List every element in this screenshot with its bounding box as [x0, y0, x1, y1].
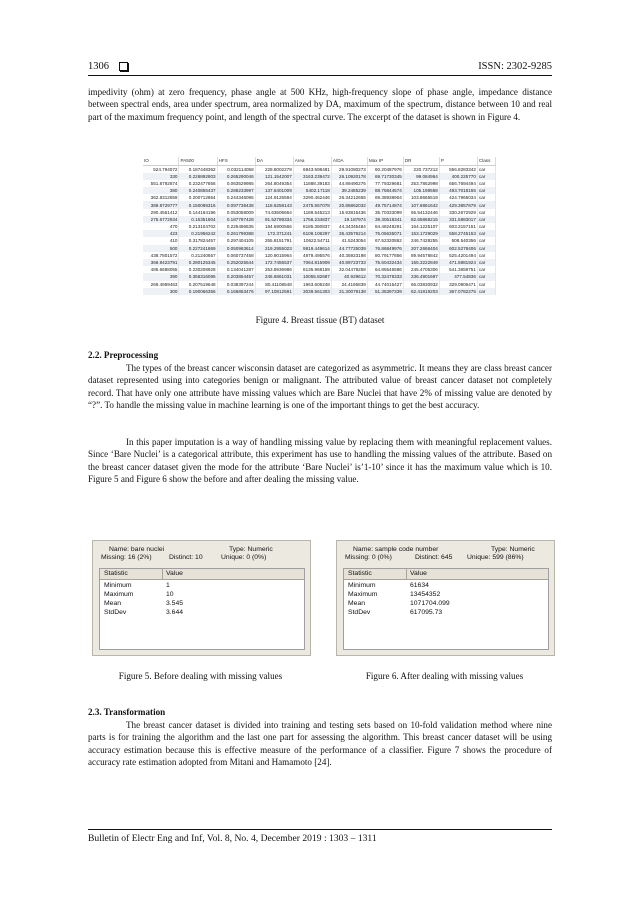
table-row — [143, 259, 496, 266]
table-cell: 0.032114058 — [217, 165, 255, 173]
statistic-value: 617095.73 — [410, 609, 443, 616]
column-header: Max IP — [367, 157, 403, 165]
table-cell: 3039.561303 — [293, 288, 331, 295]
table-cell: 164.1225107 — [403, 223, 439, 230]
table-cell: 558.2745153 — [439, 230, 477, 237]
figure5-attribute-panel — [92, 540, 311, 656]
attr-name: Name: sample code number — [353, 546, 439, 553]
table-cell: 0.150098316 — [179, 201, 217, 208]
table-cell: 64.85546586 — [367, 266, 403, 273]
table-cell: 70.32478333 — [367, 273, 403, 280]
table-cell: car — [477, 187, 495, 194]
table-cell: 155.3222849 — [403, 259, 439, 266]
table-cell: car — [477, 237, 495, 244]
attr-missing: Missing: 0 (0%) — [345, 554, 392, 561]
table-cell: 0.190066356 — [179, 288, 217, 295]
table-cell: 1189.545213 — [293, 209, 331, 216]
statistic-row — [100, 581, 304, 590]
table-cell: 0.21956242 — [179, 230, 217, 237]
table-cell: 246.7428255 — [403, 237, 439, 244]
table-cell: 9819.449614 — [293, 245, 331, 252]
table-cell: 40.35923198 — [331, 252, 367, 259]
table-cell: 0.187797428 — [217, 216, 255, 223]
table-cell: 0.166853476 — [217, 288, 255, 295]
table-cell: 551.8792874 — [143, 180, 179, 187]
figure6-attribute-panel — [336, 540, 555, 656]
statistic-row — [344, 581, 548, 590]
table-cell: car — [477, 201, 495, 208]
table-cell: 656.7694494 — [439, 180, 477, 187]
table-cell: 103.8665519 — [403, 194, 439, 201]
table-cell: 245.6861031 — [255, 273, 293, 280]
table-cell: 330 — [143, 173, 179, 180]
table-body — [143, 165, 496, 295]
table-cell: 0.097738438 — [217, 201, 255, 208]
statistic-row — [100, 608, 304, 617]
table-cell: 0.134041287 — [217, 266, 255, 273]
table-cell: car — [477, 245, 495, 252]
table-cell: 39.30518341 — [367, 216, 403, 223]
table-row — [143, 252, 496, 259]
table-cell: 423 — [143, 230, 179, 237]
table-cell: 0.15351804 — [179, 216, 217, 223]
table-cell: 0.230208928 — [179, 266, 217, 273]
statistic-label: Maximum — [348, 591, 378, 598]
table-cell: 24.4195839 — [331, 281, 367, 288]
table-cell: 84.48248291 — [367, 223, 403, 230]
table-cell: 220.737212 — [403, 165, 439, 173]
table-cell: 69.38938904 — [367, 194, 403, 201]
table-row — [143, 201, 496, 208]
table-cell: car — [477, 230, 495, 237]
section-2-3-paragraph: The breast cancer dataset is divided into training and testing sets based on 10-fold validation method where nine parts is for training the algorithm and the last one part for assessing the algorithm. This breast cancer dataset will be using accuracy estimation because this is effective measure of the performance of a classifier. Figure 7 shows the procedure of accuracy rate estimation adopted from Mitani and Hamamoto [24]. — [88, 720, 552, 768]
table-row — [143, 187, 496, 194]
statistic-value: 1 — [166, 582, 170, 589]
statistic-row — [344, 608, 548, 617]
attr-type: Type: Numeric — [229, 546, 273, 553]
table-cell: 66.03830932 — [403, 281, 439, 288]
table-cell: 470 — [143, 223, 179, 230]
table-row — [143, 266, 496, 273]
statistic-value: 3.545 — [166, 600, 184, 607]
table-cell: 362.8312659 — [143, 194, 179, 201]
table-cell: 51.35397339 — [367, 288, 403, 295]
table-cell: 300 — [143, 288, 179, 295]
statistic-value: 61634 — [410, 582, 429, 589]
column-header: A/DA — [331, 157, 367, 165]
table-cell: 0.187448362 — [179, 165, 217, 173]
table-cell: 0.261799388 — [217, 230, 255, 237]
table-cell: 493.7018155 — [439, 187, 477, 194]
dataset-table — [143, 157, 496, 295]
table-cell: 556.8283342 — [439, 165, 477, 173]
table-cell: 269.4959463 — [143, 281, 179, 288]
table-cell: 0.232477856 — [179, 180, 217, 187]
statistic-row — [100, 590, 304, 599]
table-cell: 80.79177856 — [367, 252, 403, 259]
table-cell: car — [477, 216, 495, 223]
section-2-2-paragraph-2: In this paper imputation is a way of handling missing value by replacing them with meaningful replacement values. Since ‘Bare Nuclei’ is a categorical attribute, this experiment has use to handling the missing values of the attribute. Based on the breast cancer dataset given the mode for the attribute ‘Bare Nuclei’ is’1-10’ since it has the maximum value which is 10. Figure 5 and Figure 6 show the before and after dealing the missing value. — [88, 437, 552, 485]
table-cell: 105.198568 — [403, 187, 439, 194]
table-cell: 121.1542007 — [255, 173, 293, 180]
table-cell: 44.34345484 — [331, 223, 367, 230]
table-cell: 6108.106297 — [293, 230, 331, 237]
table-cell: 219.2955023 — [255, 245, 293, 252]
statistic-label: Mean — [104, 600, 122, 607]
footer-divider — [88, 829, 552, 830]
table-cell: car — [477, 223, 495, 230]
table-cell: 500 — [143, 245, 179, 252]
table-cell: 245.4705306 — [403, 266, 439, 273]
table-cell: 172.7455537 — [255, 259, 293, 266]
attr-stats-row — [101, 553, 302, 562]
table-cell: 6843.598481 — [293, 165, 331, 173]
table-cell: 367.0782275 — [439, 288, 477, 295]
table-cell: 19.187974 — [331, 216, 367, 223]
column-header: P — [439, 157, 477, 165]
table-header-row — [143, 157, 496, 165]
column-header: HFS — [217, 157, 255, 165]
table-cell: 0.280125345 — [179, 259, 217, 266]
attr-distinct: Distinct: 10 — [169, 554, 203, 561]
table-cell: 75.60432434 — [367, 259, 403, 266]
column-header: DA — [255, 157, 293, 165]
table-cell: 31.30079138 — [331, 288, 367, 295]
figure4-caption: Figure 4. Breast tissue (BT) dataset — [255, 315, 385, 325]
statistic-label: StdDev — [348, 609, 371, 616]
table-cell: 44.74015427 — [367, 281, 403, 288]
table-cell: 0.244346095 — [217, 194, 255, 201]
table-cell: 389.8729777 — [143, 201, 179, 208]
table-cell: 89.94578842 — [403, 252, 439, 259]
col-statistic: Statistic — [104, 570, 128, 577]
figure4-dataset-table — [143, 157, 496, 297]
col-value: Value — [166, 570, 183, 577]
header-left — [88, 61, 128, 72]
table-cell: 153.1729029 — [403, 230, 439, 237]
table-cell: 236.4901697 — [403, 273, 439, 280]
figure5-caption: Figure 5. Before dealing with missing values — [118, 671, 283, 681]
table-cell: 91.52789334 — [255, 216, 293, 223]
column-header: Area — [293, 157, 331, 165]
table-cell: 290.4551412 — [143, 209, 179, 216]
table-cell: 0.317824457 — [179, 237, 217, 244]
page-number: 1306 — [88, 61, 109, 72]
table-row — [143, 281, 496, 288]
table-cell: 99.084964 — [403, 173, 439, 180]
intro-paragraph: impedivity (ohm) at zero frequency, phase angle at 500 KHz, high-frequency slope of phase angle, impedance distance between spectral ends, area under spectrum, area normalized by DA, maximum of the spectrum, distance between 10 and real part of the maximum frequency point, and length of the spectral curve. The excerpt of the dataset is shown in Figure 4. — [88, 87, 552, 122]
table-cell: 0.265290046 — [217, 173, 255, 180]
table-cell: 330.2672929 — [439, 209, 477, 216]
table-cell: 44.89490276 — [331, 180, 367, 187]
table-cell: 2475.557078 — [293, 201, 331, 208]
column-separator — [406, 569, 407, 579]
table-cell: 35.70333099 — [367, 209, 403, 216]
table-cell: 39.2485239 — [331, 187, 367, 194]
table-row — [143, 230, 496, 237]
table-cell: 75.05635071 — [367, 230, 403, 237]
table-cell: 525.4201494 — [439, 252, 477, 259]
table-cell: 8185.360837 — [293, 223, 331, 230]
table-cell: 65.54132446 — [403, 209, 439, 216]
section-2-2-heading: 2.2. Preprocessing — [88, 350, 159, 360]
table-cell: 35.43576214 — [331, 230, 367, 237]
table-cell: 0.286233997 — [217, 187, 255, 194]
statistic-value: 1071704.099 — [410, 600, 450, 607]
section-2-3-heading: 2.3. Transformation — [88, 707, 166, 717]
col-statistic: Statistic — [348, 570, 372, 577]
table-cell: 264.8049354 — [255, 180, 293, 187]
table-cell: 410 — [143, 237, 179, 244]
statistic-value: 13454352 — [410, 591, 441, 598]
statistics-header — [344, 569, 548, 580]
table-cell: 29.91080273 — [331, 165, 367, 173]
table-cell: 471.5881924 — [439, 259, 477, 266]
table-cell: 184.5900566 — [255, 223, 293, 230]
table-cell: 1963.605248 — [293, 281, 331, 288]
attr-unique: Unique: 0 (0%) — [221, 554, 267, 561]
statistic-value: 10 — [166, 591, 174, 598]
table-cell: 0.213104702 — [179, 223, 217, 230]
table-cell: 366.9423791 — [143, 259, 179, 266]
table-cell: car — [477, 281, 495, 288]
table-cell: 390 — [143, 273, 179, 280]
table-cell: 0.207519648 — [179, 281, 217, 288]
column-separator — [162, 569, 163, 579]
table-row — [143, 273, 496, 280]
table-cell: 0.144164196 — [179, 209, 217, 216]
table-cell: 0.21240657 — [179, 252, 217, 259]
statistic-label: Minimum — [104, 582, 132, 589]
table-cell: 137.6401009 — [255, 187, 293, 194]
table-row — [143, 165, 496, 173]
attr-name: Name: bare nuclei — [109, 546, 165, 553]
checkbox-icon — [119, 62, 128, 71]
table-cell: 0.240855437 — [179, 187, 217, 194]
table-cell: 88.75844574 — [367, 187, 403, 194]
table-cell: 20.86862032 — [331, 201, 367, 208]
table-cell: 0.227241869 — [179, 245, 217, 252]
table-row — [143, 180, 496, 187]
table-row — [143, 223, 496, 230]
table-cell: 26.10920178 — [331, 173, 367, 180]
table-cell: 60.20487976 — [367, 165, 403, 173]
table-cell: 124.9125594 — [255, 194, 293, 201]
table-cell: 0.252025544 — [217, 259, 255, 266]
table-cell: 172.371241 — [255, 230, 293, 237]
table-cell: 82.65868215 — [403, 216, 439, 223]
table-row — [143, 288, 496, 295]
table-cell: 429.3857879 — [439, 201, 477, 208]
column-header: DR — [403, 157, 439, 165]
table-cell: car — [477, 173, 495, 180]
column-header: IO — [143, 157, 179, 165]
table-cell: 32.04478258 — [331, 266, 367, 273]
table-cell: 0.050963614 — [217, 245, 255, 252]
table-cell: 3290.462446 — [293, 194, 331, 201]
table-cell: 97.10812591 — [255, 288, 293, 295]
table-cell: 485.6688055 — [143, 266, 179, 273]
statistic-row — [344, 590, 548, 599]
table-cell: 0.038397244 — [217, 281, 255, 288]
table-row — [143, 216, 496, 223]
table-cell: 541.3659751 — [439, 266, 477, 273]
table-row — [143, 194, 496, 201]
attr-distinct: Distinct: 645 — [415, 554, 453, 561]
table-cell: 8135.968159 — [293, 266, 331, 273]
attr-unique: Unique: 599 (86%) — [467, 554, 524, 561]
table-cell: 10055.82687 — [293, 273, 331, 280]
header-divider — [88, 75, 552, 76]
table-row — [143, 209, 496, 216]
table-cell: 253.8936986 — [255, 266, 293, 273]
statistics-header — [100, 569, 304, 580]
col-value: Value — [410, 570, 427, 577]
table-cell: 74.63506664 — [255, 209, 293, 216]
footer-citation: Bulletin of Electr Eng and Inf, Vol. 8, No. 4, December 2019 : 1303 – 1311 — [88, 833, 377, 844]
table-cell: 80.41108548 — [255, 281, 293, 288]
statistic-label: Minimum — [348, 582, 376, 589]
table-cell: 49.75714874 — [367, 201, 403, 208]
table-cell: 118.6258143 — [255, 201, 293, 208]
table-cell: 1756.234837 — [293, 216, 331, 223]
attr-type: Type: Numeric — [491, 546, 535, 553]
table-cell: car — [477, 165, 495, 173]
statistic-label: StdDev — [104, 609, 127, 616]
table-cell: 120.9015964 — [255, 252, 293, 259]
statistic-row — [100, 599, 304, 608]
table-cell: 15.93815436 — [331, 209, 367, 216]
table-cell: 400.225770 — [439, 173, 477, 180]
table-cell: 0.356316095 — [179, 273, 217, 280]
table-cell: car — [477, 273, 495, 280]
table-cell: 380 — [143, 187, 179, 194]
table-cell: 7064.815909 — [293, 259, 331, 266]
table-cell: 255.8151791 — [255, 237, 293, 244]
table-cell: 67.52320862 — [367, 237, 403, 244]
table-cell: 524.794072 — [143, 165, 179, 173]
table-cell: 424.7965034 — [439, 194, 477, 201]
table-cell: 0.063529985 — [217, 180, 255, 187]
table-cell: car — [477, 180, 495, 187]
column-header: Class — [477, 157, 495, 165]
statistics-table — [99, 568, 305, 650]
table-cell: 11888.39183 — [293, 180, 331, 187]
statistic-row — [344, 599, 548, 608]
table-row — [143, 173, 496, 180]
table-cell: 438.7801572 — [143, 252, 179, 259]
attr-missing: Missing: 16 (2%) — [101, 554, 152, 561]
table-cell: 207.2666404 — [403, 245, 439, 252]
table-cell: 0.297404105 — [217, 237, 255, 244]
table-cell: 508.540356 — [439, 237, 477, 244]
table-cell: 329.0906471 — [439, 281, 477, 288]
running-header — [88, 56, 552, 72]
table-cell: car — [477, 252, 495, 259]
table-cell: car — [477, 209, 495, 216]
table-cell: 0.060737458 — [217, 252, 255, 259]
table-cell: 40.89723733 — [331, 259, 367, 266]
table-cell: car — [477, 266, 495, 273]
table-cell: 3163.239472 — [293, 173, 331, 180]
table-cell: 228.8002279 — [255, 165, 293, 173]
statistic-value: 3.644 — [166, 609, 184, 616]
table-cell: 26.34212655 — [331, 194, 367, 201]
table-cell: car — [477, 288, 495, 295]
section-2-2-paragraph-1: The types of the breast cancer wisconsin dataset are categorized as asymmetric. It means they are class breast cancer dataset represented using into categories benign or malignant. The attributed value of breast cancer dataset not completely record. That have only one attribute have missing values which are Bare Nuclei that have 2% of missing value are denoted by “?”. To handle the missing value in machine learning is one of the important things to get the best accuracy. — [88, 363, 552, 411]
table-cell: 5402.17118 — [293, 187, 331, 194]
table-cell: 0.053058009 — [217, 209, 255, 216]
table-cell: 253.7852998 — [403, 180, 439, 187]
table-cell: 0.203854457 — [217, 273, 255, 280]
table-cell: 275.6772934 — [143, 216, 179, 223]
column-header: PA500 — [179, 157, 217, 165]
issn: ISSN: 2302-9285 — [478, 61, 552, 72]
table-cell: car — [477, 259, 495, 266]
table-cell: 4879.495576 — [293, 252, 331, 259]
table-cell: 0.225496535 — [217, 223, 255, 230]
table-cell: 69.71730345 — [367, 173, 403, 180]
table-cell: 77.79329681 — [367, 180, 403, 187]
table-cell: 76.86849976 — [367, 245, 403, 252]
figure6-caption: Figure 6. After dealing with missing values — [365, 671, 524, 681]
statistics-table — [343, 568, 549, 650]
table-cell: 603.3157151 — [439, 223, 477, 230]
table-cell: 41.5243054 — [331, 237, 367, 244]
statistic-label: Maximum — [104, 591, 134, 598]
table-cell: 62.41819203 — [403, 288, 439, 295]
table-cell: 10622.54711 — [293, 237, 331, 244]
table-cell: 602.5278406 — [439, 245, 477, 252]
table-cell: car — [477, 194, 495, 201]
table-cell: 331.5883017 — [439, 216, 477, 223]
table-row — [143, 245, 496, 252]
table-cell: 44.77725039 — [331, 245, 367, 252]
table-cell: 40.929612 — [331, 273, 367, 280]
attr-stats-row — [345, 553, 546, 562]
table-cell: 0.226892803 — [179, 173, 217, 180]
table-cell: 0.200712864 — [179, 194, 217, 201]
table-cell: 107.6861642 — [403, 201, 439, 208]
table-cell: 477.54836 — [439, 273, 477, 280]
table-row — [143, 237, 496, 244]
statistic-label: Mean — [348, 600, 366, 607]
